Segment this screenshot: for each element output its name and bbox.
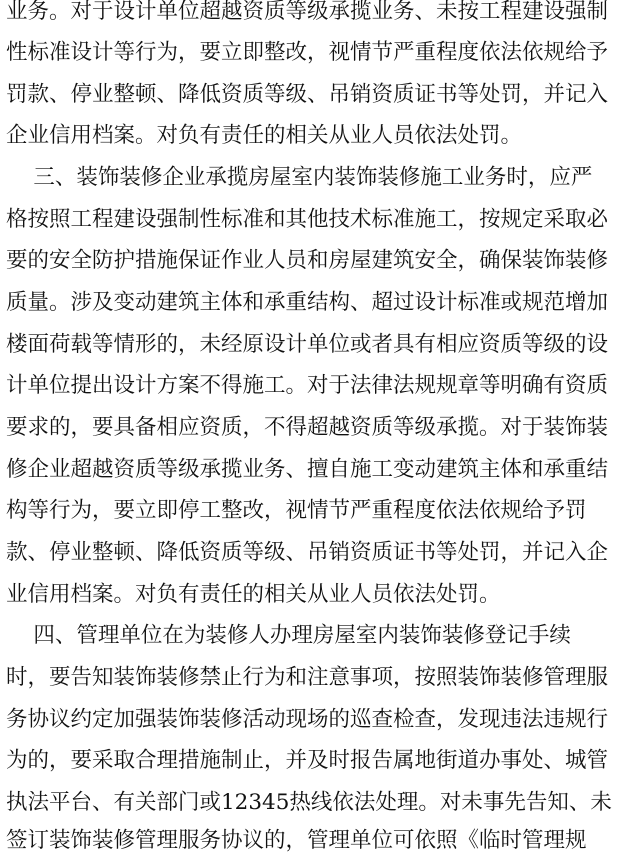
text-line: 计单位提出设计方案不得施工。对于法律法规规章等明确有资质 <box>6 373 609 398</box>
text-line: 格按照工程建设强制性标准和其他技术标准施工，按规定采取必 <box>6 207 609 232</box>
text-line: 务协议约定加强装饰装修活动现场的巡查检查，发现违法违规行 <box>6 707 609 732</box>
paragraph-4-start: 四、管理单位在为装修人办理房屋室内装饰装修登记手续 <box>6 623 571 648</box>
text-line: 构等行为，要立即停工整改，视情节严重程度依法依规给予罚 <box>6 498 587 523</box>
text-line: 款、停业整顿、降低资质等级、吊销资质证书等处罚，并记入企 <box>6 540 609 565</box>
text-line: 罚款、停业整顿、降低资质等级、吊销资质证书等处罚，并记入 <box>6 82 609 107</box>
text-line: 为的，要采取合理措施制止，并及时报告属地街道办事处、城管 <box>6 748 609 773</box>
text-line: 质量。涉及变动建筑主体和承重结构、超过设计标准或规范增加 <box>6 290 609 315</box>
text-line: 性标准设计等行为，要立即整改，视情节严重程度依法依规给予 <box>6 40 609 65</box>
text-line: 业务。对于设计单位超越资质等级承揽业务、未按工程建设强制 <box>6 0 609 24</box>
text-line: 签订装饰装修管理服务协议的，管理单位可依照《临时管理规 <box>6 828 587 853</box>
paragraph-3-start: 三、装饰装修企业承揽房屋室内装饰装修施工业务时，应严 <box>6 165 593 190</box>
text-line: 业信用档案。对负有责任的相关从业人员依法处罚。 <box>6 582 501 607</box>
text-line: 企业信用档案。对负有责任的相关从业人员依法处罚。 <box>6 123 523 148</box>
text-line: 时，要告知装饰装修禁止行为和注意事项，按照装饰装修管理服 <box>6 665 609 690</box>
text-line: 楼面荷载等情形的，未经原设计单位或者具有相应资质等级的设 <box>6 332 609 357</box>
text-line: 要的安全防护措施保证作业人员和房屋建筑安全，确保装饰装修 <box>6 248 609 273</box>
text-line: 修企业超越资质等级承揽业务、擅自施工变动建筑主体和承重结 <box>6 457 609 482</box>
text-line: 执法平台、有关部门或12345热线依法处理。对未事先告知、未 <box>6 790 612 815</box>
text-line: 要求的，要具备相应资质，不得超越资质等级承揽。对于装饰装 <box>6 415 609 440</box>
